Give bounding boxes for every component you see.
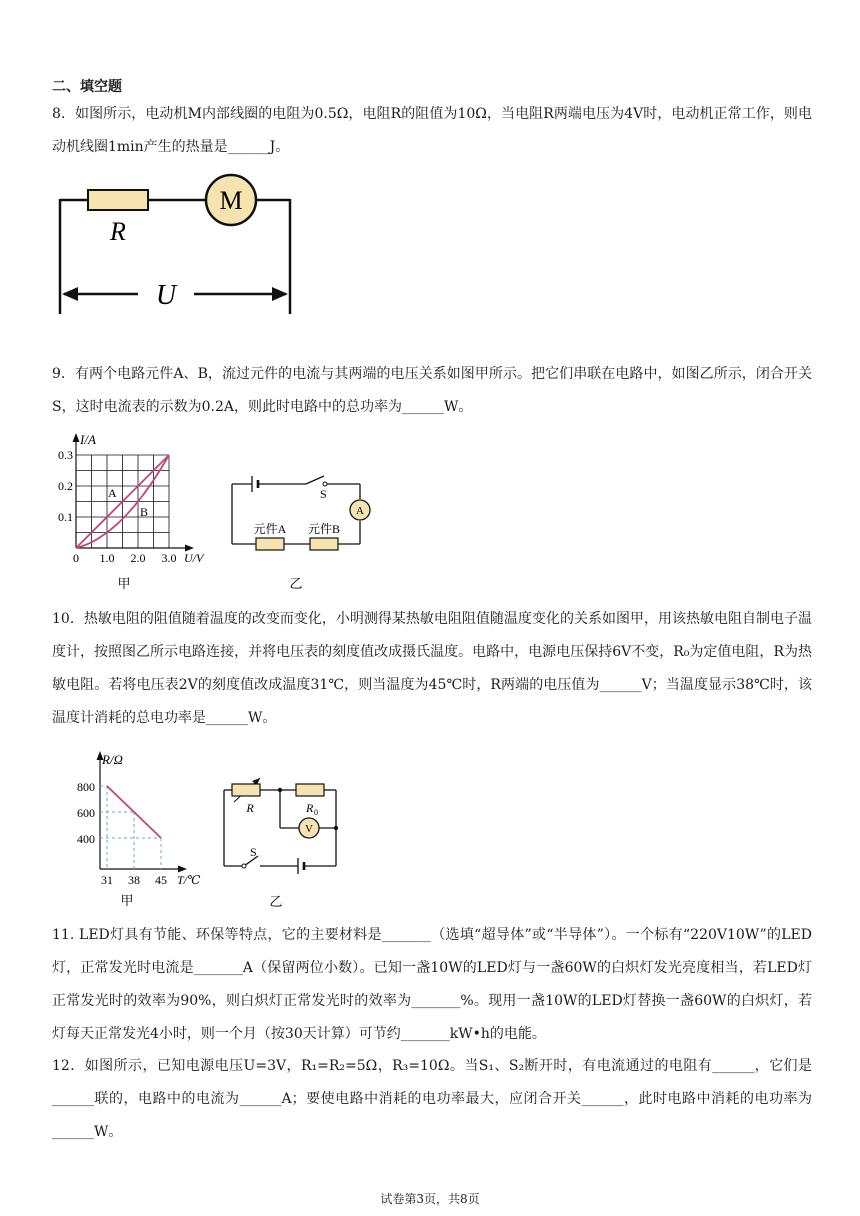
question-9: 9．有两个电路元件A、B，流过元件的电流与其两端的电压关系如图甲所示。把它们串联在电路中，如图乙所示，闭合开关S，这时电流表的示数为0.2A，则此时电路中的总功率为______W。 [52,366,812,415]
section-title: 二、填空题 [52,79,122,95]
question-10: 10．热敏电阻的阻值随着温度的改变而变化，小明测得某热敏电阻阻值随温度变化的关系如图甲，用该热敏电阻自制电子温度计，按照图乙所示电路连接，并将电压表的刻度值改成摄氏温度。电路中，电源电压保持6V不变，R₀为定值电阻，R为热敏电阻。若将电压表2V的刻度值改成温度31℃，则当温度为45℃时，R两端的电压值为______V；当温度显示38℃时，该温度计消耗的总电功率是______W。 [52,611,812,726]
figure-8-circuit [52,168,312,320]
figure-10-circuit [214,772,350,910]
motor-label: M [219,186,243,215]
thermistor-r [232,784,260,796]
x-tick-1.0: 1.0 [99,551,115,565]
element-b-resistor [310,538,338,550]
resistor-label: R [110,217,126,246]
x-tick-3.0: 3.0 [161,551,177,565]
y-tick-0.2: 0.2 [58,479,73,493]
resistor-r [88,190,148,210]
voltmeter-label: V [305,823,313,835]
figure-10-caption-yi: 乙 [269,894,283,909]
question-12: 12．如图所示，已知电源电压U=3V，R₁=R₂=5Ω，R₃=10Ω。当S₁、S₂断开时，有电流通过的电阻有______，它们是______联的，电路中的电流为______A；要使电路中消耗的电功率最大，应闭合开关______，此时电路中消耗的电功率为______W。 [52,1058,812,1140]
element-a-label: 元件A [253,522,287,536]
r0-label: R [306,801,314,815]
y-axis-label: I/A [80,432,96,447]
fixed-resistor-r0 [296,784,324,796]
figure-9-caption-yi: 乙 [289,576,303,590]
series-a-label: A [108,486,117,500]
question-8: 8．如图所示，电动机M内部线圈的电阻为0.5Ω，电阻R的阻值为10Ω，当电阻R两端电压为4V时，电动机正常工作，则电动机线圈1min产生的热量是______J。 [52,106,812,155]
voltage-label: U [155,280,177,311]
figure-9-chart [52,430,212,594]
ammeter-label: A [356,505,364,517]
element-a-resistor [256,538,284,550]
y-tick-600: 600 [77,806,95,820]
x-tick-38: 38 [128,873,140,887]
switch-label: S [320,487,327,501]
r0-subscript: 0 [314,808,318,817]
x-tick-31: 31 [101,873,113,887]
y-tick-0.1: 0.1 [58,510,73,524]
y-tick-400: 400 [77,832,95,846]
question-11: 11. LED灯具有节能、环保等特点，它的主要材料是_______（选填“超导体”或“半导体”）。一个标有“220V10W”的LED灯，正常发光时电流是_______A（保留两位小数）。已知一盏10W的LED灯与一盏60W的白炽灯发光亮度相当，若LED灯正常发光时的效率为90%，则白炽灯正常发光时的效率为_______%。现用一盏10W的LED灯替换一盏60W的白炽灯，若灯每天正常发光4小时，则一个月（按30天计算）可节约_______kW•h的电能。 [52,927,812,1042]
x-tick-0: 0 [73,551,79,565]
x-tick-45: 45 [155,873,167,887]
x-axis-label: T/℃ [177,873,201,887]
page-footer: 试卷第3页，共8页 [380,1192,480,1206]
figure-10-chart [52,746,218,910]
y-tick-800: 800 [77,780,95,794]
y-tick-0.3: 0.3 [58,448,73,462]
figure-9-circuit [222,462,378,590]
y-axis-label: R/Ω [102,752,123,767]
series-b-label: B [140,505,149,519]
figure-9-caption-jia: 甲 [117,576,131,591]
thermistor-label: R [246,801,254,815]
figure-10-caption-jia: 甲 [120,893,134,908]
x-tick-2.0: 2.0 [130,551,146,565]
element-b-label: 元件B [307,522,341,536]
switch-label: S [250,845,257,859]
x-axis-label: U/V [184,551,204,565]
